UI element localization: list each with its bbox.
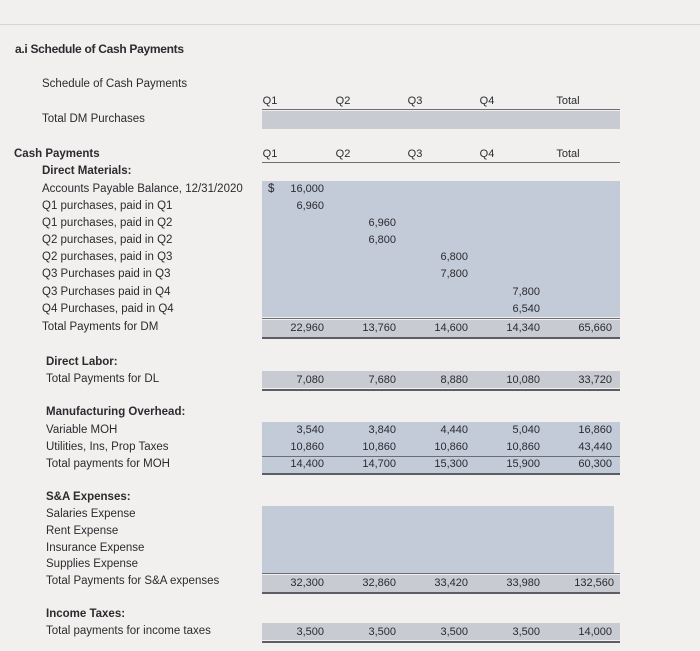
dm-q1-value[interactable]: 6,960 <box>296 200 324 212</box>
dm-row-label: Q2 purchases, paid in Q3 <box>42 251 173 263</box>
dm-total-q4[interactable]: 14,340 <box>506 322 540 334</box>
dm-row-label: Q3 Purchases paid in Q4 <box>42 286 171 298</box>
tax-total-total[interactable]: 14,000 <box>578 626 612 638</box>
tax-total-q3[interactable]: 3,500 <box>440 626 468 638</box>
moh-total-value[interactable]: 16,860 <box>578 424 612 436</box>
s1-header-q2: Q2 <box>335 95 351 107</box>
moh-total-label: Total payments for MOH <box>46 458 170 470</box>
dm-purchases-input-band[interactable] <box>262 111 620 129</box>
section1-caption: Schedule of Cash Payments <box>42 78 188 90</box>
sa-total-q4[interactable]: 33,980 <box>506 577 540 589</box>
dl-heading: Direct Labor: <box>46 356 118 368</box>
moh-total-q2[interactable]: 14,700 <box>362 458 396 470</box>
dm-q3-value[interactable]: 6,800 <box>440 251 468 263</box>
moh-total-q1[interactable]: 14,400 <box>290 458 324 470</box>
dm-q4-value[interactable]: 7,800 <box>512 286 540 298</box>
dl-total-total[interactable]: 33,720 <box>578 374 612 386</box>
s1-header-rule <box>262 109 620 110</box>
moh-total-total[interactable]: 60,300 <box>578 458 612 470</box>
dm-q2-value[interactable]: 6,800 <box>368 234 396 246</box>
moh-total-rule <box>262 473 620 475</box>
tax-heading: Income Taxes: <box>46 608 126 620</box>
dm-purchases-label: Total DM Purchases <box>42 113 145 125</box>
s2-header-q4: Q4 <box>479 148 495 160</box>
tax-total-rule <box>262 641 620 643</box>
dm-row-label: Q1 purchases, paid in Q1 <box>42 200 173 212</box>
dm-q3-value[interactable]: 7,800 <box>440 268 468 280</box>
moh-row-label: Utilities, Ins, Prop Taxes <box>46 441 169 453</box>
dm-heading: Direct Materials: <box>42 165 132 177</box>
dm-subtotal-rule <box>262 318 620 319</box>
page-title: a.i Schedule of Cash Payments <box>15 42 184 56</box>
moh-total-value[interactable]: 43,440 <box>578 441 612 453</box>
sa-total-q2[interactable]: 32,860 <box>362 577 396 589</box>
moh-subtotal-rule <box>262 456 620 457</box>
dm-total-rule <box>262 337 620 339</box>
dl-total-q4[interactable]: 10,080 <box>506 374 540 386</box>
sa-total-rule <box>262 592 620 594</box>
sa-row-label: Salaries Expense <box>46 508 136 520</box>
moh-q3-value[interactable]: 4,440 <box>440 424 468 436</box>
moh-q2-value[interactable]: 10,860 <box>362 441 396 453</box>
tax-total-q1[interactable]: 3,500 <box>296 626 324 638</box>
currency-symbol: $ <box>268 183 275 195</box>
sa-row-label: Insurance Expense <box>46 542 145 554</box>
s1-header-q3: Q3 <box>407 95 423 107</box>
sa-heading: S&A Expenses: <box>46 491 131 503</box>
dl-total-rule <box>262 389 620 391</box>
moh-total-q4[interactable]: 15,900 <box>506 458 540 470</box>
dl-total-q2[interactable]: 7,680 <box>368 374 396 386</box>
sa-total-total[interactable]: 132,560 <box>574 577 614 589</box>
s1-header-q4: Q4 <box>479 95 495 107</box>
dm-row-label: Q1 purchases, paid in Q2 <box>42 217 173 229</box>
s2-header-q1: Q1 <box>262 148 278 160</box>
s2-header-q2: Q2 <box>335 148 351 160</box>
dm-total-total[interactable]: 65,660 <box>578 322 612 334</box>
s2-header-q3: Q3 <box>407 148 423 160</box>
moh-q3-value[interactable]: 10,860 <box>434 441 468 453</box>
moh-q2-value[interactable]: 3,840 <box>368 424 396 436</box>
sa-row-label: Supplies Expense <box>46 558 139 570</box>
top-divider <box>0 24 700 25</box>
cash-payments-caption: Cash Payments <box>14 148 100 160</box>
moh-q1-value[interactable]: 3,540 <box>296 424 324 436</box>
dm-q1-value[interactable]: 16,000 <box>290 183 324 195</box>
s1-header-q1: Q1 <box>262 95 278 107</box>
dm-row-label: Q3 Purchases paid in Q3 <box>42 268 171 280</box>
moh-q4-value[interactable]: 5,040 <box>512 424 540 436</box>
dm-total-q1[interactable]: 22,960 <box>290 322 324 334</box>
s1-header-total: Total <box>556 95 580 107</box>
moh-heading: Manufacturing Overhead: <box>46 406 186 418</box>
dm-q2-value[interactable]: 6,960 <box>368 217 396 229</box>
dm-row-label: Q4 Purchases, paid in Q4 <box>42 303 174 315</box>
tax-total-q2[interactable]: 3,500 <box>368 626 396 638</box>
s2-header-rule <box>262 162 620 163</box>
dm-q4-value[interactable]: 6,540 <box>512 303 540 315</box>
moh-q4-value[interactable]: 10,860 <box>506 441 540 453</box>
dm-row-label: Accounts Payable Balance, 12/31/2020 <box>42 183 243 195</box>
dm-total-q2[interactable]: 13,760 <box>362 322 396 334</box>
dm-total-q3[interactable]: 14,600 <box>434 322 468 334</box>
sa-input-band[interactable] <box>262 506 614 573</box>
moh-row-label: Variable MOH <box>46 424 118 436</box>
moh-total-q3[interactable]: 15,300 <box>434 458 468 470</box>
sa-subtotal-rule <box>262 573 620 574</box>
tax-total-q4[interactable]: 3,500 <box>512 626 540 638</box>
sa-total-q1[interactable]: 32,300 <box>290 577 324 589</box>
dl-total-q1[interactable]: 7,080 <box>296 374 324 386</box>
sa-total-q3[interactable]: 33,420 <box>434 577 468 589</box>
sa-total-label: Total Payments for S&A expenses <box>46 575 220 587</box>
dm-row-label: Q2 purchases, paid in Q2 <box>42 234 173 246</box>
moh-q1-value[interactable]: 10,860 <box>290 441 324 453</box>
tax-total-label: Total payments for income taxes <box>46 625 211 637</box>
dl-total-q3[interactable]: 8,880 <box>440 374 468 386</box>
dl-total-label: Total Payments for DL <box>46 373 160 385</box>
dm-total-label: Total Payments for DM <box>42 321 159 333</box>
s2-header-total: Total <box>556 148 580 160</box>
sa-row-label: Rent Expense <box>46 525 119 537</box>
